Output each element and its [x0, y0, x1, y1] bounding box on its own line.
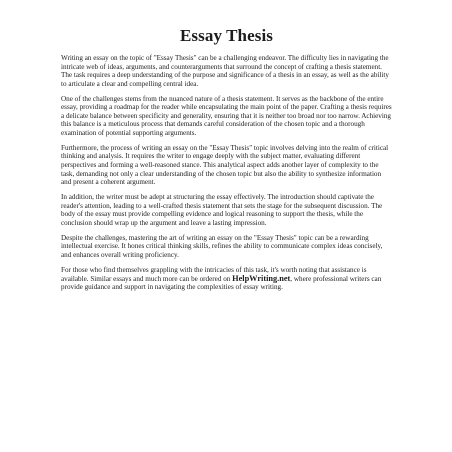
page-title: Essay Thesis — [179, 26, 273, 45]
paragraph-critical-thinking: Furthermore, the process of writing an essay on the "Essay Thesis" topic involves delving into the realm of critical thinking and analysis. It requires the writer to engage deeply with the subject matter, evaluating different perspectives and forming a well-reasoned stance. This analytical aspect adds another layer of complexity to the task, demanding not only a clear understanding of the chosen topic but also the ability to synthesize information and present a coherent argument. — [61, 143, 389, 187]
paragraph-challenges: One of the challenges stems from the nuanced nature of a thesis statement. It serves as the backbone of the entire essay, providing a roadmap for the reader while encapsulating the main point of the paper. Crafting a thesis requires a delicate balance between specificity and generality, ensuring that it is neither too broad nor too narrow. Achieving this balance is a meticulous process that demands careful consideration of the chosen topic and a thorough examination of potential supporting arguments. — [61, 94, 392, 137]
paragraph-closing — [61, 266, 392, 292]
paragraph-rewards: Despite the challenges, mastering the art of writing an essay on the "Essay Thesis" topic can be a rewarding intellectual exercise. It hones critical thinking skills, refines the ability to communicate complex ideas concisely, and enhances overall writing proficiency. — [61, 233, 383, 259]
closing-text-before: For those who find themselves grappling with the intricacies of this task, it's worth noting that assistance is available. Similar essays and much more can be ordered on — [61, 265, 367, 283]
closing-text-after: , where professional writers can provide guidance and support in navigating the complexities of essay writing. — [61, 274, 382, 292]
paragraph-structure: In addition, the writer must be adept at structuring the essay effectively. The introduction should captivate the reader's attention, leading to a well-crafted thesis statement that sets the stage for the subsequent discussion. The body of the essay must provide compelling evidence and logical reasoning to support the thesis, while the conclusion should wrap up the argument and leave a lasting impression. — [61, 193, 383, 227]
brand-link[interactable]: HelpWriting.net — [232, 273, 291, 283]
paragraph-intro: Writing an essay on the topic of "Essay Thesis" can be a challenging endeavor. The difficulty lies in navigating the intricate web of ideas, arguments, and counterarguments that surround the concept of crafting a thesis statement. The task requires a deep understanding of the purpose and significance of a thesis in an essay, as well as the ability to articulate a clear and compelling central idea. — [61, 54, 389, 88]
